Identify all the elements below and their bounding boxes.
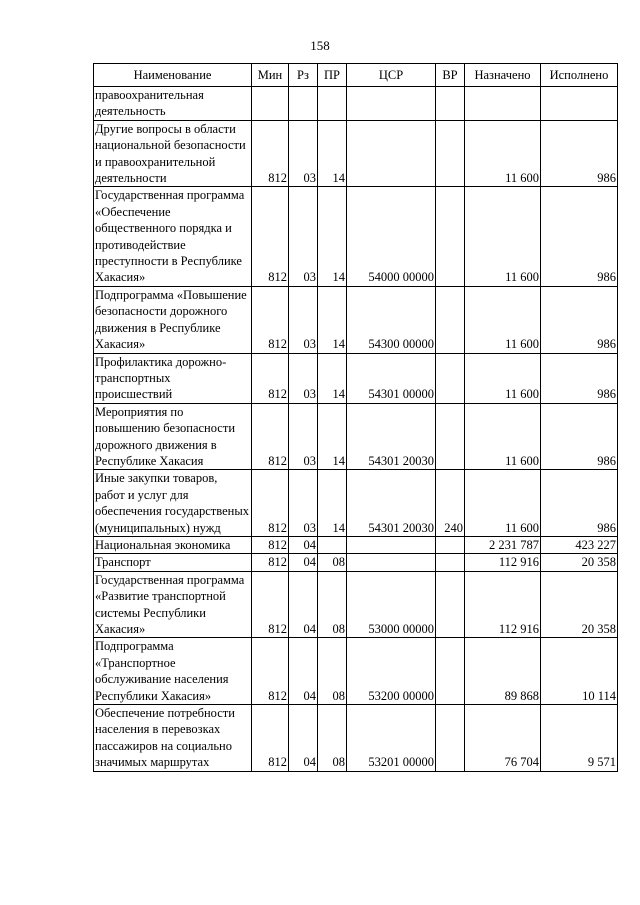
cell-done: 986 [541, 187, 618, 286]
page-number: 158 [310, 38, 330, 53]
table-row [94, 353, 618, 403]
cell-min: 812 [252, 554, 289, 571]
cell-vr [436, 705, 465, 772]
cell-name: Иные закупки товаров, работ и услуг для обеспечения государственых (муниципальных) нужд [94, 470, 252, 537]
header-assigned: Назначено [465, 64, 541, 87]
cell-name: Транспорт [94, 554, 252, 571]
cell-name: Мероприятия по повышению безопасности дорожного движения в Республике Хакасия [94, 403, 252, 470]
cell-vr [436, 554, 465, 571]
cell-rz: 03 [289, 286, 318, 353]
cell-rz: 04 [289, 638, 318, 705]
cell-assigned: 11 600 [465, 403, 541, 470]
cell-assigned: 11 600 [465, 187, 541, 286]
cell-done: 10 114 [541, 638, 618, 705]
header-name: Наименование [94, 64, 252, 87]
header-rz: Рз [289, 64, 318, 87]
cell-min: 812 [252, 705, 289, 772]
cell-done: 986 [541, 470, 618, 537]
cell-assigned: 76 704 [465, 705, 541, 772]
cell-min: 812 [252, 571, 289, 638]
cell-name: Государственная программа «Развитие транспортной системы Республики Хакасия» [94, 571, 252, 638]
table-row [94, 403, 618, 470]
cell-pr: 08 [318, 571, 347, 638]
table-header-row [94, 64, 618, 87]
cell-done: 986 [541, 120, 618, 187]
header-csr: ЦСР [347, 64, 436, 87]
cell-rz: 04 [289, 571, 318, 638]
cell-pr [318, 536, 347, 553]
cell-assigned: 89 868 [465, 638, 541, 705]
cell-min: 812 [252, 403, 289, 470]
cell-name: Государственная программа «Обеспечение общественного порядка и противодействие преступности в Республике Хакасия» [94, 187, 252, 286]
cell-min: 812 [252, 286, 289, 353]
table-row [94, 705, 618, 772]
cell-pr: 08 [318, 705, 347, 772]
cell-csr [347, 120, 436, 187]
cell-rz: 04 [289, 536, 318, 553]
table-body [94, 87, 618, 772]
cell-csr: 53000 00000 [347, 571, 436, 638]
table-row [94, 536, 618, 553]
cell-vr [436, 87, 465, 121]
header-pr: ПР [318, 64, 347, 87]
cell-vr [436, 536, 465, 553]
table-row [94, 286, 618, 353]
cell-vr [436, 120, 465, 187]
cell-rz: 03 [289, 187, 318, 286]
cell-name: Подпрограмма «Транспортное обслуживание населения Республики Хакасия» [94, 638, 252, 705]
cell-pr: 08 [318, 638, 347, 705]
cell-rz: 04 [289, 705, 318, 772]
table-row [94, 470, 618, 537]
table-row [94, 87, 618, 121]
cell-pr [318, 87, 347, 121]
cell-pr: 14 [318, 187, 347, 286]
cell-done: 986 [541, 353, 618, 403]
table-row [94, 120, 618, 187]
table-row [94, 638, 618, 705]
table-row [94, 571, 618, 638]
cell-rz: 03 [289, 353, 318, 403]
cell-csr: 54301 00000 [347, 353, 436, 403]
cell-name: Другие вопросы в области национальной безопасности и правоохранительной деятельности [94, 120, 252, 187]
table-row [94, 554, 618, 571]
cell-min: 812 [252, 536, 289, 553]
cell-assigned: 11 600 [465, 120, 541, 187]
header-done: Исполнено [541, 64, 618, 87]
cell-pr: 14 [318, 470, 347, 537]
cell-pr: 14 [318, 353, 347, 403]
cell-name: Национальная экономика [94, 536, 252, 553]
cell-rz: 04 [289, 554, 318, 571]
cell-done: 986 [541, 403, 618, 470]
cell-min: 812 [252, 470, 289, 537]
cell-csr [347, 554, 436, 571]
cell-csr: 54300 00000 [347, 286, 436, 353]
cell-done: 423 227 [541, 536, 618, 553]
cell-done: 986 [541, 286, 618, 353]
cell-assigned: 11 600 [465, 286, 541, 353]
cell-vr: 240 [436, 470, 465, 537]
cell-assigned [465, 87, 541, 121]
cell-vr [436, 187, 465, 286]
cell-min [252, 87, 289, 121]
cell-vr [436, 286, 465, 353]
header-vr: ВР [436, 64, 465, 87]
cell-assigned: 11 600 [465, 353, 541, 403]
cell-csr: 54301 20030 [347, 470, 436, 537]
cell-rz: 03 [289, 470, 318, 537]
header-min: Мин [252, 64, 289, 87]
cell-done: 20 358 [541, 554, 618, 571]
cell-done: 9 571 [541, 705, 618, 772]
cell-assigned: 112 916 [465, 571, 541, 638]
cell-vr [436, 638, 465, 705]
cell-name: Подпрограмма «Повышение безопасности дорожного движения в Республике Хакасия» [94, 286, 252, 353]
budget-table [93, 63, 618, 772]
cell-csr: 54000 00000 [347, 187, 436, 286]
cell-rz [289, 87, 318, 121]
cell-pr: 14 [318, 403, 347, 470]
cell-assigned: 11 600 [465, 470, 541, 537]
cell-csr: 53200 00000 [347, 638, 436, 705]
cell-min: 812 [252, 638, 289, 705]
cell-assigned: 112 916 [465, 554, 541, 571]
cell-rz: 03 [289, 403, 318, 470]
cell-min: 812 [252, 120, 289, 187]
cell-name: правоохранительная деятельность [94, 87, 252, 121]
cell-min: 812 [252, 187, 289, 286]
cell-vr [436, 403, 465, 470]
cell-csr [347, 536, 436, 553]
cell-csr: 53201 00000 [347, 705, 436, 772]
cell-vr [436, 353, 465, 403]
cell-pr: 14 [318, 120, 347, 187]
cell-rz: 03 [289, 120, 318, 187]
table-row [94, 187, 618, 286]
cell-pr: 14 [318, 286, 347, 353]
cell-done [541, 87, 618, 121]
cell-done: 20 358 [541, 571, 618, 638]
cell-csr: 54301 20030 [347, 403, 436, 470]
cell-name: Обеспечение потребности населения в перевозках пассажиров на социально значимых маршрутах [94, 705, 252, 772]
cell-csr [347, 87, 436, 121]
cell-pr: 08 [318, 554, 347, 571]
cell-name: Профилактика дорожно-транспортных происшествий [94, 353, 252, 403]
cell-min: 812 [252, 353, 289, 403]
cell-assigned: 2 231 787 [465, 536, 541, 553]
cell-vr [436, 571, 465, 638]
